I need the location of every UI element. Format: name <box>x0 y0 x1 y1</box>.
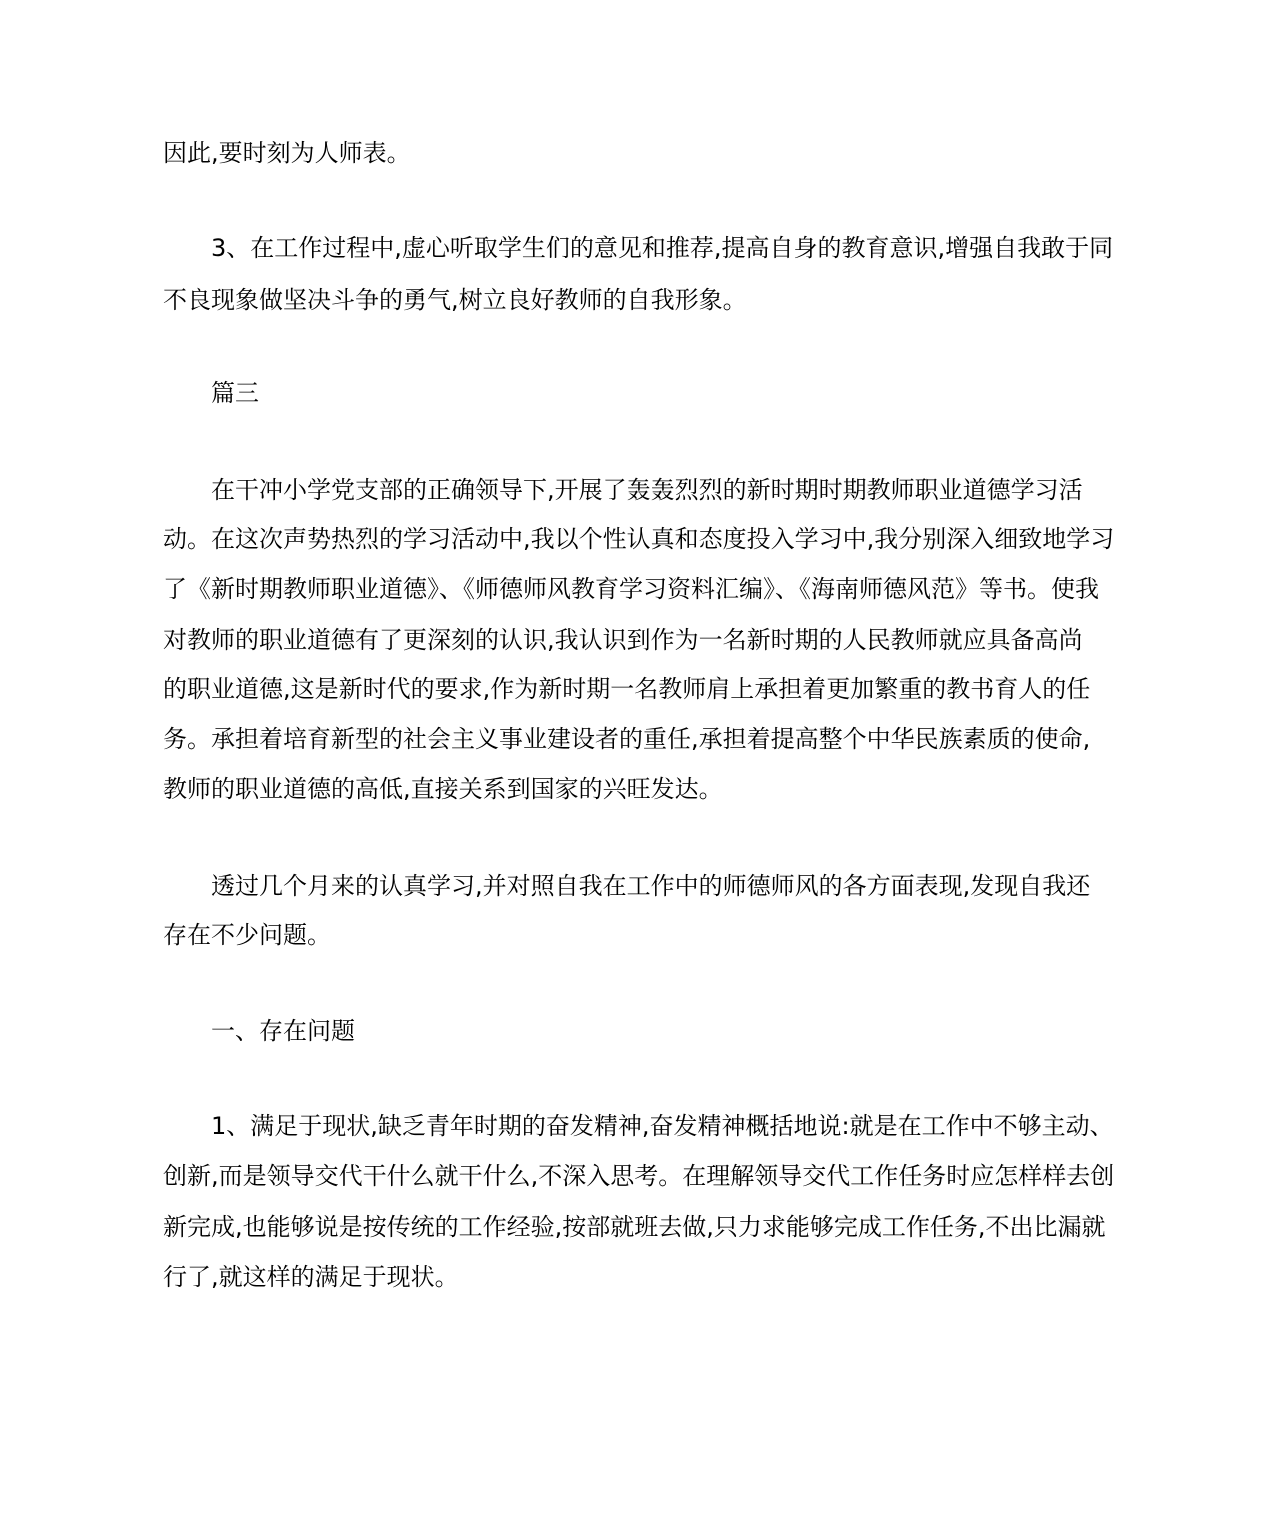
paragraph-line: 因此,要时刻为人师表。 <box>163 139 411 167</box>
paragraph-line: 对教师的职业道德有了更深刻的认识,我认识到作为一名新时期的人民教师就应具备高尚 <box>163 626 1083 654</box>
paragraph-line: 不良现象做坚决斗争的勇气,树立良好教师的自我形象。 <box>163 286 747 314</box>
paragraph-line: 透过几个月来的认真学习,并对照自我在工作中的师德师风的各方面表现,发现自我还 <box>211 872 1091 900</box>
paragraph-line: 在干冲小学党支部的正确领导下,开展了轰轰烈烈的新时期时期教师职业道德学习活 <box>211 476 1083 504</box>
section-heading: 篇三 <box>211 379 259 407</box>
paragraph-line: 动。在这次声势热烈的学习活动中,我以个性认真和态度投入学习中,我分别深入细致地学习 <box>163 525 1115 553</box>
section-heading: 一、存在问题 <box>211 1017 355 1045</box>
paragraph-line: 新完成,也能够说是按传统的工作经验,按部就班去做,只力求能够完成工作任务,不出比漏就 <box>163 1213 1106 1241</box>
paragraph-line: 1、满足于现状,缺乏青年时期的奋发精神,奋发精神概括地说:就是在工作中不够主动、 <box>211 1112 1114 1140</box>
paragraph-line: 教师的职业道德的高低,直接关系到国家的兴旺发达。 <box>163 775 723 803</box>
paragraph-line: 务。承担着培育新型的社会主义事业建设者的重任,承担着提高整个中华民族素质的使命, <box>163 725 1091 753</box>
paragraph-line: 3、在工作过程中,虚心听取学生们的意见和推荐,提高自身的教育意识,增强自我敢于同 <box>211 234 1114 262</box>
paragraph-line: 存在不少问题。 <box>163 921 331 949</box>
paragraph-line: 行了,就这样的满足于现状。 <box>163 1263 459 1291</box>
paragraph-line: 创新,而是领导交代干什么就干什么,不深入思考。在理解领导交代工作任务时应怎样样去创 <box>163 1162 1115 1190</box>
paragraph-line: 了《新时期教师职业道德》、《师德师风教育学习资料汇编》、《海南师德风范》等书。使我 <box>163 575 1099 603</box>
paragraph-line: 的职业道德,这是新时代的要求,作为新时期一名教师肩上承担着更加繁重的教书育人的任 <box>163 675 1091 703</box>
